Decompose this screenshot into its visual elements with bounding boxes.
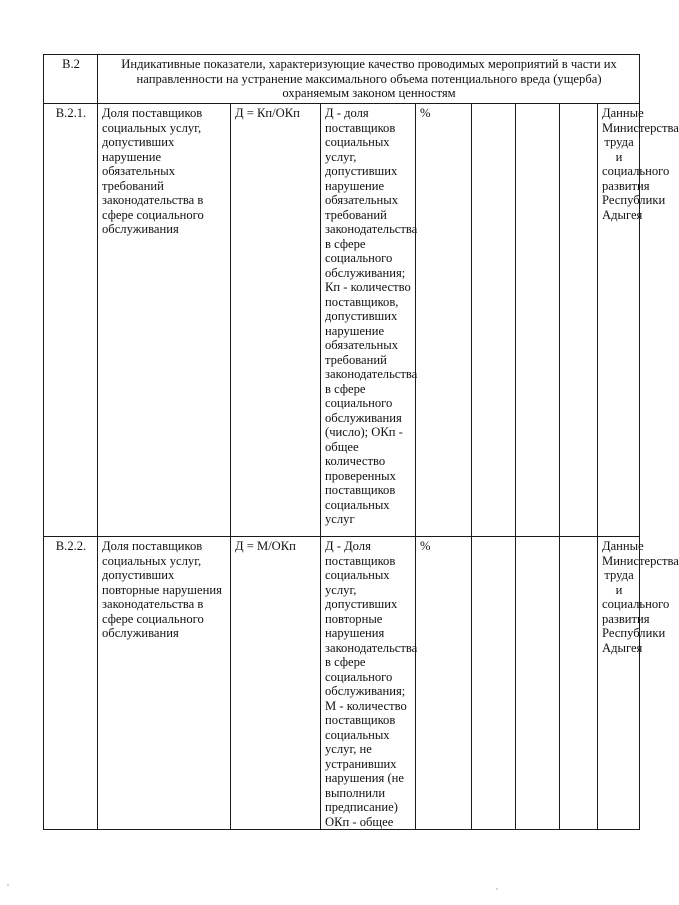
formula-cell: Д = Кп/ОКп: [231, 104, 321, 537]
formula-cell: Д = М/ОКп: [231, 537, 321, 830]
indicator-name-cell: Доля поставщиков социальных услуг, допустивших нарушение обязательных требований законодательства в сфере социального обслуживания: [98, 104, 231, 537]
definition-cell: Д - доля поставщиков социальных услуг, допустивших нарушение обязательных требований законодательства в сфере социального обслуживания; Кп - количество поставщиков, допустивших нарушение обязательных требований законодательства в сфере социального обслуживания (число); ОКп - общее количество проверенных поставщиков социальных услуг: [321, 104, 416, 537]
source-cell: Данные Министерства труда и социального развития Республики Адыгея: [598, 537, 640, 830]
value-cell: [560, 537, 598, 830]
table-row: [44, 537, 640, 830]
scan-speck: [496, 888, 498, 890]
unit-cell: %: [416, 537, 472, 830]
section-header-row: [44, 55, 640, 104]
source-cell: Данные Министерства труда и социального развития Республики Адыгея: [598, 104, 640, 537]
value-cell: [516, 537, 560, 830]
value-cell: [560, 104, 598, 537]
section-title-cell: Индикативные показатели, характеризующие качество проводимых мероприятий в части их направленности на устранение максимального объема потенциального вреда (ущерба) охраняемым законом ценностям: [98, 55, 640, 104]
indicator-code-cell: В.2.1.: [44, 104, 98, 537]
definition-cell: Д - Доля поставщиков социальных услуг, допустивших повторные нарушения законодательства в сфере социального обслуживания; М - количество поставщиков социальных услуг, не устранивших нарушения (не выполнили предписание) ОКп - общее: [321, 537, 416, 830]
value-cell: [472, 104, 516, 537]
unit-cell: %: [416, 104, 472, 537]
indicator-name-cell: Доля поставщиков социальных услуг, допустивших повторные нарушения законодательства в сфере социального обслуживания: [98, 537, 231, 830]
value-cell: [472, 537, 516, 830]
indicator-table: [43, 54, 679, 830]
table-row: [44, 104, 640, 537]
scan-speck: [7, 884, 9, 886]
value-cell: [516, 104, 560, 537]
section-code-cell: В.2: [44, 55, 98, 104]
indicator-code-cell: В.2.2.: [44, 537, 98, 830]
